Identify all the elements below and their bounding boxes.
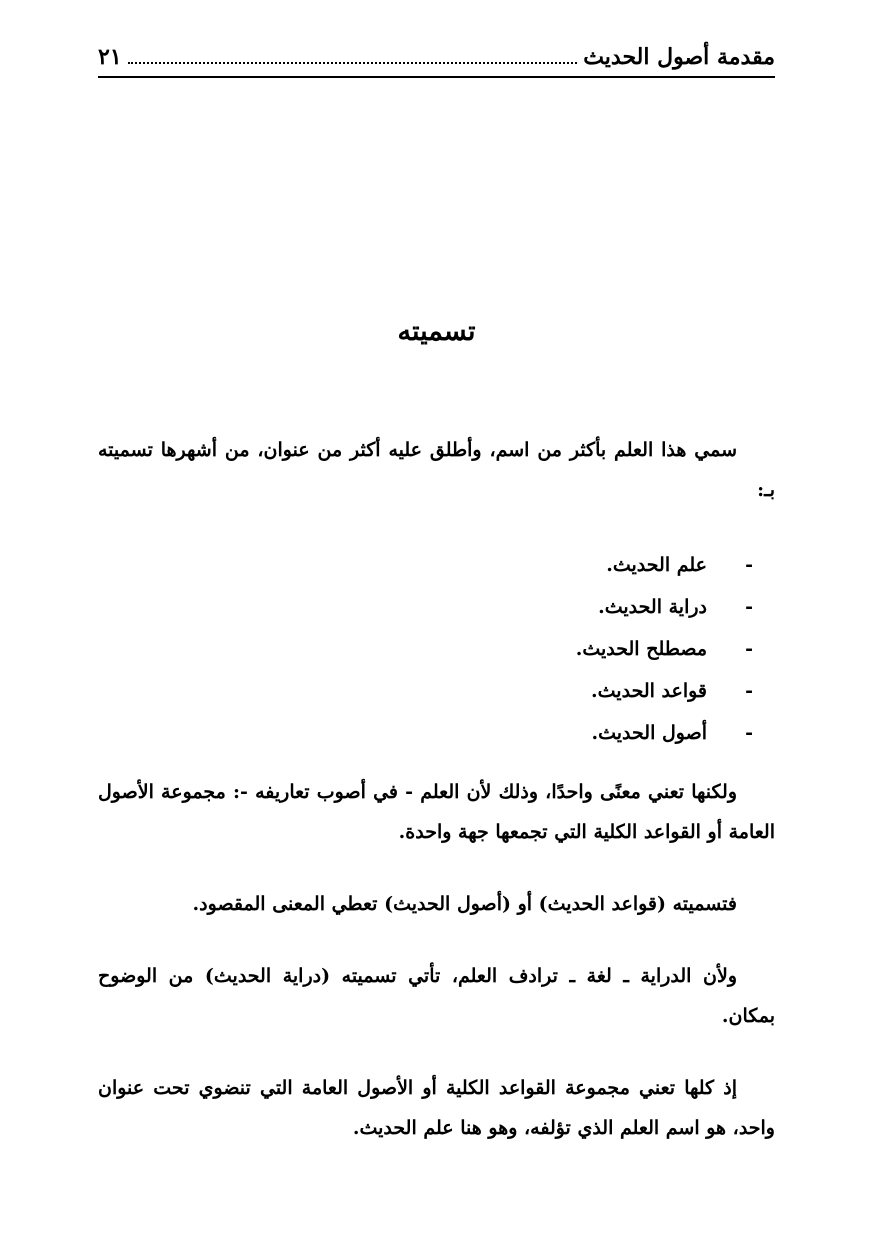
- paragraph-meaning-text: ولكنها تعني معنًى واحدًا، وذلك لأن العلم - في أصوب تعاريفه -: مجموعة الأصول العامة أو القواعد الكلية التي تجمعها جهة واحدة.: [98, 781, 775, 843]
- paragraph-intro: [98, 430, 775, 510]
- list-item-text: علم الحديث.: [606, 554, 707, 576]
- list-item-text: أصول الحديث.: [591, 722, 707, 744]
- list-item-text: قواعد الحديث.: [591, 680, 707, 702]
- page-number: ٢١: [98, 44, 122, 70]
- paragraph-intro-text: سمي هذا العلم بأكثر من اسم، وأطلق عليه أكثر من عنوان، من أشهرها تسميته بـ:: [98, 439, 775, 501]
- paragraph-naming: [98, 884, 775, 924]
- list-item: [576, 712, 753, 754]
- paragraph-dirayah-text: ولأن الدراية ـ لغة ـ ترادف العلم، تأتي تسميته (دراية الحديث) من الوضوح بمكان.: [98, 965, 775, 1027]
- paragraph-conclusion: [98, 1068, 775, 1148]
- paragraph-conclusion-text: إذ كلها تعني مجموعة القواعد الكلية أو الأصول العامة التي تنضوي تحت عنوان واحد، هو اسم العلم الذي تؤلفه، وهو هنا علم الحديث.: [98, 1077, 775, 1139]
- list-dash: -: [745, 638, 753, 660]
- list-item-text: دراية الحديث.: [598, 596, 707, 618]
- list-item: [576, 628, 753, 670]
- list-item: [576, 670, 753, 712]
- list-item: [576, 544, 753, 586]
- list-item-text: مصطلح الحديث.: [575, 638, 707, 660]
- paragraph-meaning: [98, 772, 775, 852]
- running-header: [98, 38, 775, 78]
- list-dash: -: [745, 554, 753, 576]
- dotted-leader: [128, 62, 578, 64]
- list-item: [576, 586, 753, 628]
- list-dash: -: [745, 722, 753, 744]
- paragraph-dirayah: [98, 956, 775, 1036]
- section-title: تسميته: [397, 316, 476, 347]
- names-list: [576, 544, 753, 754]
- paragraph-naming-text: فتسميته (قواعد الحديث) أو (أصول الحديث) تعطي المعنى المقصود.: [192, 893, 737, 915]
- running-header-title: مقدمة أصول الحديث: [583, 44, 775, 70]
- list-dash: -: [745, 596, 753, 618]
- list-dash: -: [745, 680, 753, 702]
